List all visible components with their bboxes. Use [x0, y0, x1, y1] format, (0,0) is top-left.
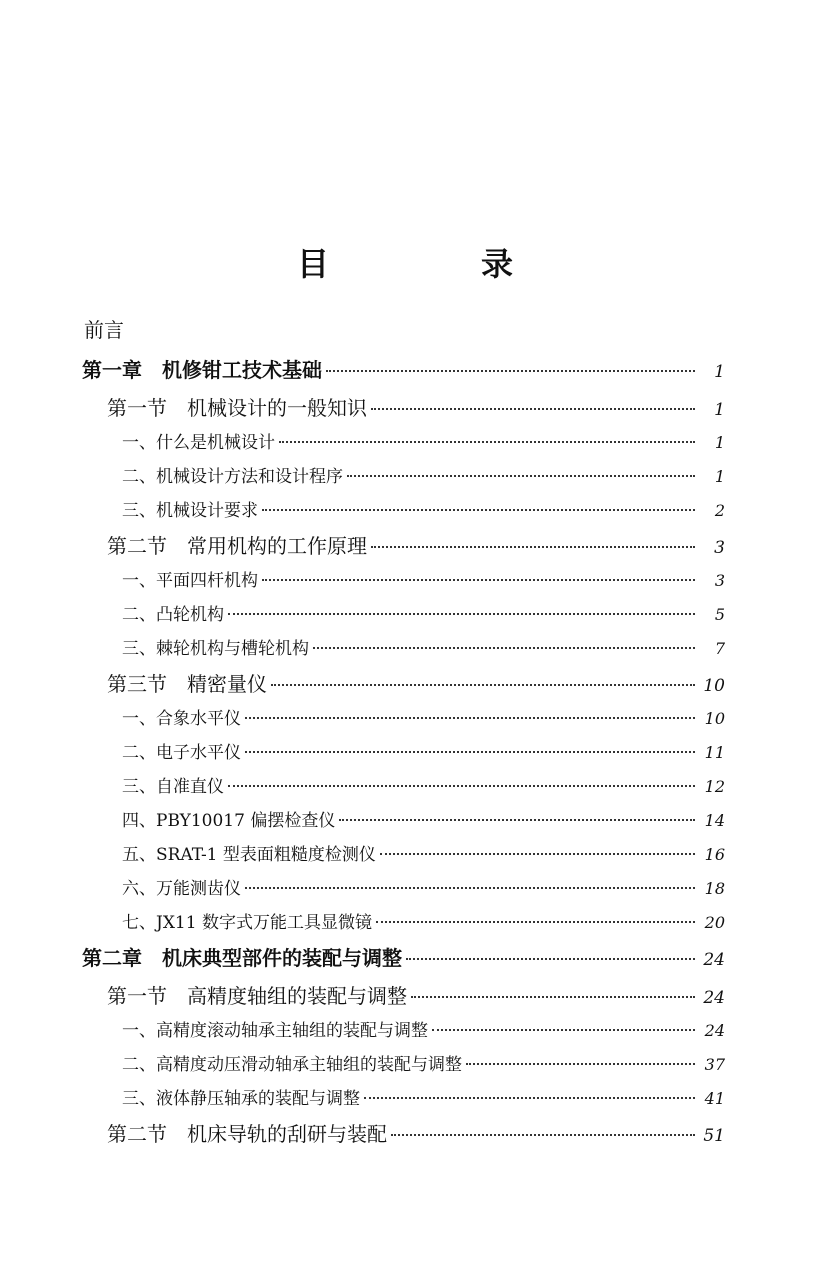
toc-entry-item[interactable] — [122, 840, 725, 865]
toc-entry-label: 第二节 常用机构的工作原理 — [107, 534, 367, 558]
toc-entry-label: 四、PBY10017 偏摆检查仪 — [122, 811, 336, 831]
toc-entry-section[interactable] — [107, 530, 725, 559]
dot-leader — [271, 684, 695, 686]
toc-entry-page: 10 — [703, 676, 725, 696]
toc-entry-label: 二、凸轮机构 — [122, 605, 224, 625]
toc-entry-item[interactable] — [122, 704, 725, 729]
toc-entry-page: 1 — [714, 467, 725, 486]
page-title: 目 录 — [296, 245, 573, 283]
dot-leader — [228, 785, 695, 787]
dot-leader — [245, 717, 695, 719]
toc-entry-label: 第一节 机械设计的一般知识 — [107, 396, 367, 420]
toc-entry-label: 六、万能测齿仪 — [122, 879, 241, 899]
toc-entry-item[interactable] — [122, 874, 725, 899]
dot-leader — [245, 751, 695, 753]
dot-leader — [406, 958, 695, 960]
toc-entry-page: 24 — [703, 988, 725, 1008]
dot-leader — [245, 887, 695, 889]
toc-entry-label: 三、机械设计要求 — [122, 501, 258, 521]
toc-entry-page: 16 — [704, 845, 725, 864]
dot-leader — [376, 921, 695, 923]
dot-leader — [411, 996, 695, 998]
dot-leader — [339, 819, 695, 821]
toc-entry-item[interactable] — [122, 908, 725, 933]
toc-entry-page: 24 — [703, 950, 725, 970]
toc-entry-label: 第二节 机床导轨的刮研与装配 — [107, 1122, 387, 1146]
toc-entry-page: 14 — [704, 811, 725, 830]
toc-entry-item[interactable] — [122, 806, 725, 831]
toc-entry-item[interactable] — [122, 1084, 725, 1109]
toc-entry-item[interactable] — [122, 428, 725, 453]
toc-entry-section[interactable] — [107, 1118, 725, 1147]
toc-entry-chapter-2[interactable] — [82, 942, 725, 971]
toc-entry-label: 三、液体静压轴承的装配与调整 — [122, 1089, 360, 1109]
dot-leader — [279, 441, 695, 443]
toc-entry-item[interactable] — [122, 566, 725, 591]
toc-entry-page: 37 — [704, 1055, 725, 1074]
toc-entry-page: 18 — [704, 879, 725, 898]
toc-entry-label: 二、高精度动压滑动轴承主轴组的装配与调整 — [122, 1055, 462, 1075]
toc-entry-item[interactable] — [122, 738, 725, 763]
dot-leader — [432, 1029, 695, 1031]
dot-leader — [364, 1097, 695, 1099]
toc-entry-page: 41 — [704, 1089, 725, 1108]
toc-entry-label: 一、什么是机械设计 — [122, 433, 275, 453]
toc-entry-page: 10 — [704, 709, 725, 728]
toc-entry-label: 三、自准直仪 — [122, 777, 224, 797]
toc-entry-section[interactable] — [107, 980, 725, 1009]
dot-leader — [380, 853, 695, 855]
toc-entry-label: 一、高精度滚动轴承主轴组的装配与调整 — [122, 1021, 428, 1041]
toc-entry-item[interactable] — [122, 600, 725, 625]
toc-entry-label: 二、机械设计方法和设计程序 — [122, 467, 343, 487]
toc-entry-item[interactable] — [122, 634, 725, 659]
toc-entry-section[interactable] — [107, 392, 725, 421]
toc-entry-page: 24 — [704, 1021, 725, 1040]
toc-entry-page: 2 — [714, 501, 725, 520]
dot-leader — [313, 647, 695, 649]
toc-entry-page: 12 — [704, 777, 725, 796]
dot-leader — [326, 370, 695, 372]
preface-entry: 前言 — [84, 318, 124, 342]
toc-entry-item[interactable] — [122, 462, 725, 487]
toc-entry-label: 第三节 精密量仪 — [107, 672, 267, 696]
dot-leader — [228, 613, 695, 615]
toc-entry-label: 第一节 高精度轴组的装配与调整 — [107, 984, 407, 1008]
toc-entry-label: 第二章 机床典型部件的装配与调整 — [82, 946, 402, 970]
dot-leader — [262, 579, 695, 581]
dot-leader — [371, 408, 695, 410]
toc-entry-label: 二、电子水平仪 — [122, 743, 241, 763]
toc-entry-page: 7 — [714, 639, 725, 658]
dot-leader — [466, 1063, 695, 1065]
toc-entry-page: 1 — [714, 362, 725, 382]
toc-entry-page: 1 — [714, 433, 725, 452]
toc-entry-chapter-1[interactable] — [82, 354, 725, 383]
toc-entry-page: 1 — [714, 400, 725, 420]
dot-leader — [262, 509, 695, 511]
toc-entry-section[interactable] — [107, 668, 725, 697]
toc-entry-item[interactable] — [122, 1050, 725, 1075]
toc-entry-page: 3 — [714, 538, 725, 558]
toc-entry-label: 七、JX11 数字式万能工具显微镜 — [122, 913, 372, 933]
toc-entry-label: 一、平面四杆机构 — [122, 571, 258, 591]
toc-entry-label: 五、SRAT-1 型表面粗糙度检测仪 — [122, 845, 376, 865]
toc-entry-item[interactable] — [122, 772, 725, 797]
dot-leader — [347, 475, 695, 477]
dot-leader — [391, 1134, 695, 1136]
toc-entry-label: 一、合象水平仪 — [122, 709, 241, 729]
toc-entry-label: 三、棘轮机构与槽轮机构 — [122, 639, 309, 659]
toc-entry-page: 5 — [714, 605, 725, 624]
toc-entry-page: 20 — [704, 913, 725, 932]
toc-entry-label: 第一章 机修钳工技术基础 — [82, 358, 322, 382]
toc-entry-page: 51 — [703, 1126, 725, 1146]
toc-entry-page: 3 — [714, 571, 725, 590]
toc-entry-item[interactable] — [122, 496, 725, 521]
dot-leader — [371, 546, 695, 548]
toc-entry-page: 11 — [704, 743, 725, 762]
toc-entry-item[interactable] — [122, 1016, 725, 1041]
